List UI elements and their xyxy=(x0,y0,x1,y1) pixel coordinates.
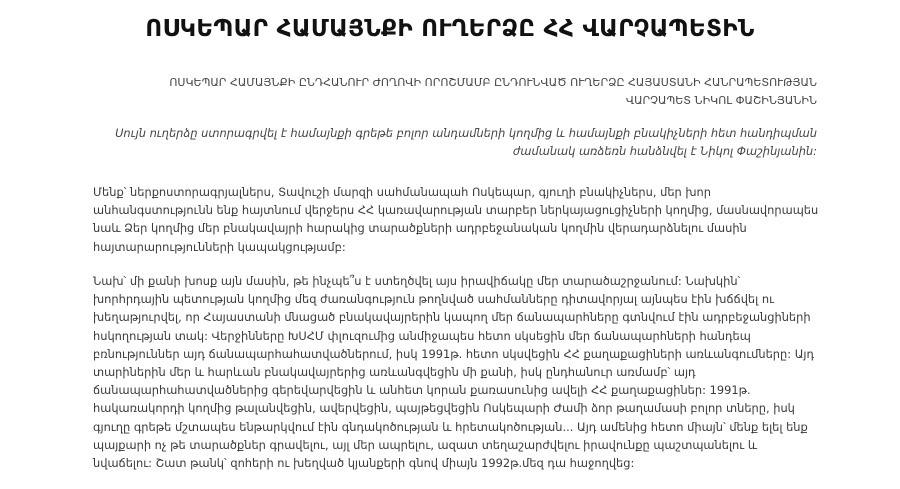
signature-note: Սույն ուղերձը ստորագրվել է համայնքի գրեթե բոլոր անդամների կողմից և համայնքի բնակիչների հետ հանդիպման ժամանակ առձեռն հանձնվել է Նիկոլ Փաշինյանին: xyxy=(115,126,817,158)
letter-subtitle: ՈՍԿԵՊԱՐ ՀԱՄԱՅՆՔԻ ԸՆԴՀԱՆՈՒՐ ԺՈՂՈՎԻ ՈՐՈՇՄԱՄԲ ԸՆԴՈՒՆՎԱԾ ՈՒՂԵՐՁԸ ՀԱՅԱՍՏԱՆԻ ՀԱՆՐԱՊԵՏՈՒԹՅԱՆ ՎԱՐՉԱՊԵՏ ՆԻԿՈԼ ՓԱՇԻՆՅԱՆԻՆ xyxy=(169,76,817,107)
body-paragraph-1: Մենք՝ ներքոստորագրյալներս, Տավուշի մարզի սահմանապահ Ոսկեպար, գյուղի բնակիչներս, մեր խոր անհանգստությունն ենք հայտնում վերջերս ՀՀ կառավարության տարբեր ներկայացուցիչների կողմից, մասնավորապես նաև Ձեր կողմից մեր բնակավայրի հարակից տարածքների ադրբեջանական կողմին վերադարձնելու մասին հայտարարությունների կապակցությամբ: xyxy=(93,185,819,254)
page-title: ՈՍԿԵՊԱՐ ՀԱՄԱՅՆՔԻ ՈՒՂԵՐՁԸ ՀՀ ՎԱՐՉԱՊԵՏԻՆ xyxy=(145,16,755,42)
body-paragraph-2: Նախ՝ մի քանի խոսք այն մասին, թե ինչպե՞ս է ստեղծվել այս իրավիճակը մեր տարածաշրջանում: Նախկին՝ խորհրդային պետության կողմից մեզ ժառանգություն թողնված սահմանները դիտավորյալ այնպես էին խճճվել ու խեղաթյուրվել, որ Հայաստանի մնացած բնակավայրերին կապող մեր ճանապարհները գտնվում էին ադրբեջանցիների հսկողության տակ: Վերջինները ԽՍՀՄ փլուզումից անմիջապես հետո սկսեցին մեր ճանապարհների հանդեպ բռնություններ այդ ճանապարհահատվածներում, իսկ 1991թ. հետո սկսվեցին ՀՀ քաղաքացիների առևանգումները: Այդ տարիներին մեր և հարևան բնակավայրերից առևանգվեցին մի քանի, իսկ ընդհանուր առմամբ՝ այդ ճանապարհահատվածներից գերեվարվեցին և անհետ կորան քառասունից ավելի ՀՀ քաղաքացիներ: 1991թ. հակառակորդի կողմից թալանվեցին, ավերվեցին, պայթեցվեցին Ոսկեպարի Ժամի ձոր թաղամասի բոլոր տները, իսկ գյուղը գրեթե մշտապես ենթարկվում էին գնդակոծության և հրետակոծության... Այդ ամենից հետո միայն՝ մենք ելել ենք պայքարի ոչ թե տարածքներ գրավելու, այլ մեր ապրելու, ազատ տեղաշարժվելու իրավունքը պաշտպանելու և նվաճելու: Շատ թանկ՝ զոհերի ու խեղված կյանքերի գնով միայն 1992թ.մեզ դա հաջողվեց: xyxy=(93,274,815,471)
